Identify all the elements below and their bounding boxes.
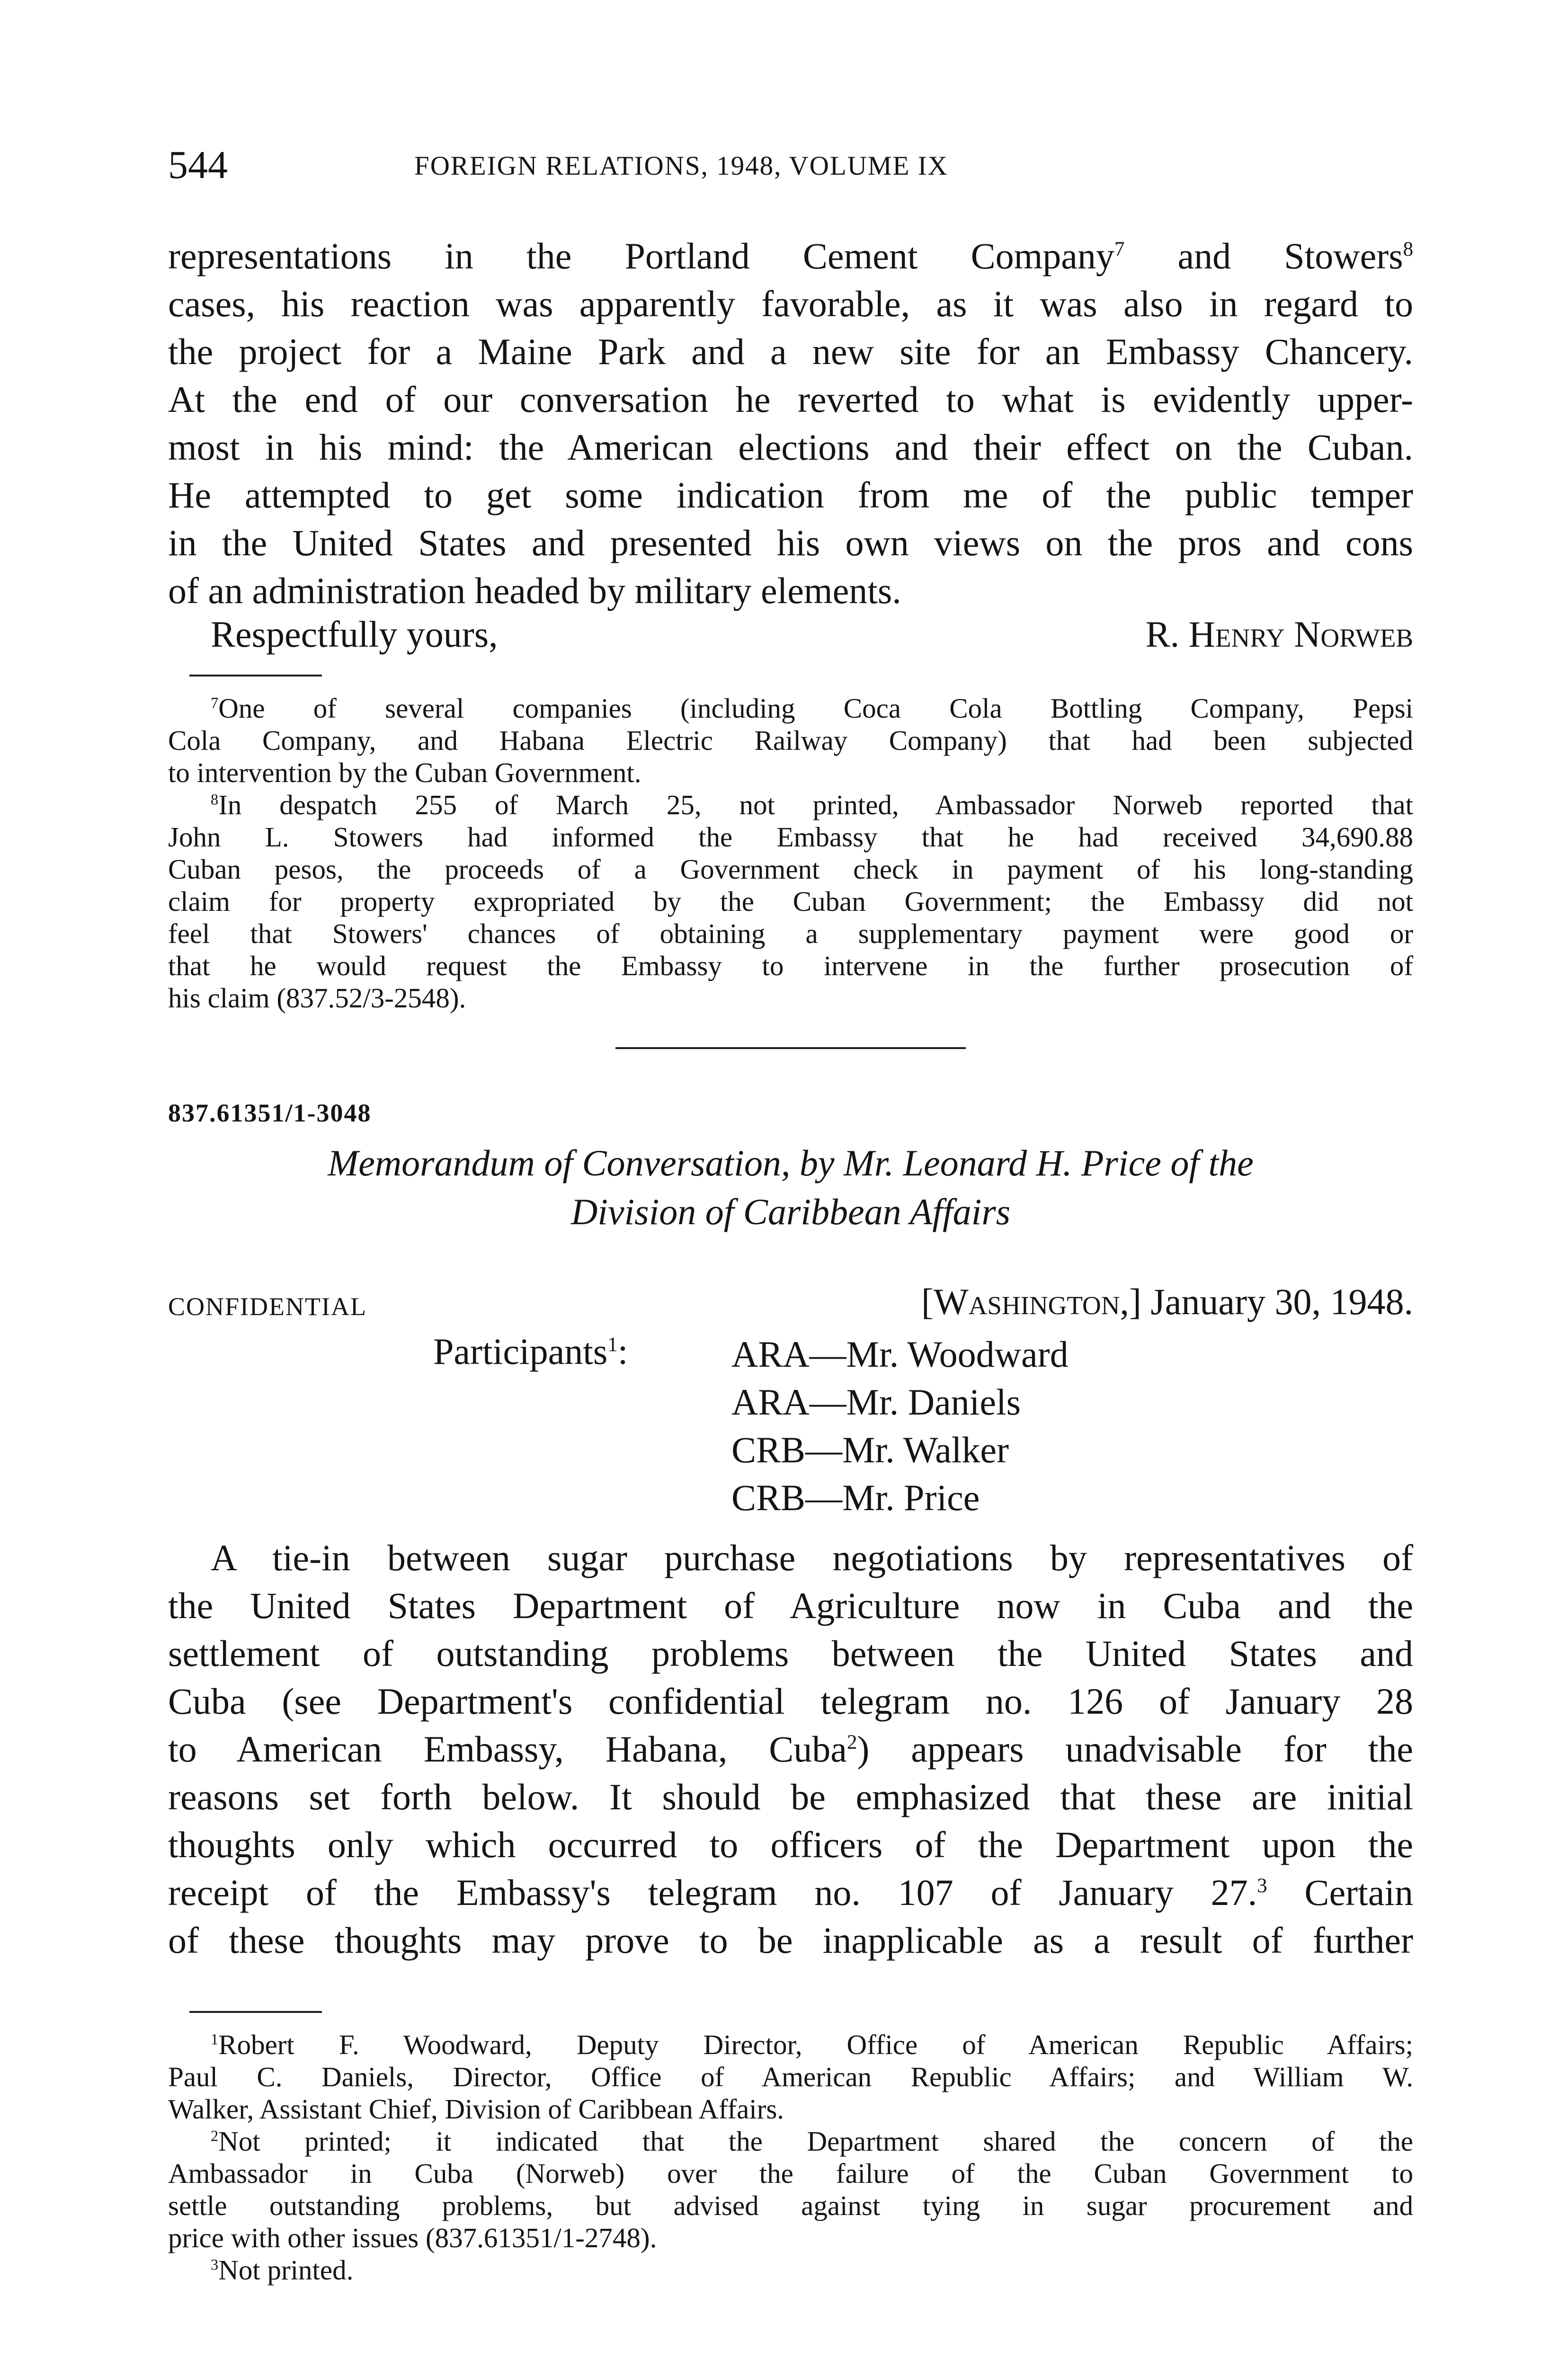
text-line: thoughts only which occurred to officers of the Department upon the xyxy=(168,1824,1413,1865)
memo-body xyxy=(168,1534,1413,1964)
preceding-document-text xyxy=(168,232,1413,614)
footnote-line: feel that Stowers' chances of obtaining a supplementary payment were good or xyxy=(168,918,1413,949)
running-title: FOREIGN RELATIONS, 1948, VOLUME IX xyxy=(414,151,948,181)
file-number: 837.61351/1-3048 xyxy=(168,1099,372,1127)
participant: ARA—Mr. Woodward xyxy=(731,1334,1069,1375)
closing: Respectfully yours, xyxy=(211,614,498,655)
participant: CRB—Mr. Price xyxy=(731,1477,980,1518)
footnote-line: Walker, Assistant Chief, Division of Caribbean Affairs. xyxy=(168,2093,784,2125)
text-line: Cuba (see Department's confidential telegram no. 126 of January 28 xyxy=(168,1681,1413,1722)
dateline-place: [Washington,] xyxy=(921,1281,1141,1322)
participants-list xyxy=(731,1330,1069,1522)
memo-title-line-1: Memorandum of Conversation, by Mr. Leonard H. Price of the xyxy=(328,1142,1254,1184)
memo-title-line-2: Division of Caribbean Affairs xyxy=(570,1191,1011,1232)
footnote-line: Paul C. Daniels, Director, Office of American Republic Affairs; and William W. xyxy=(168,2061,1413,2092)
footnote-line: Ambassador in Cuba (Norweb) over the failure of the Cuban Government to xyxy=(168,2158,1413,2189)
participants-label: Participants$^1$: xyxy=(433,1331,628,1372)
text-line: most in his mind: the American elections and their effect on the Cuban. xyxy=(168,427,1413,468)
text-line: cases, his reaction was apparently favorable, as it was also in regard to xyxy=(168,283,1413,324)
footnote-line: John L. Stowers had informed the Embassy that he had received 34,690.88 xyxy=(168,821,1413,853)
footnote-line: settle outstanding problems, but advised against tying in sugar procurement and xyxy=(168,2190,1413,2221)
text-line: to American Embassy, Habana, Cuba$^2$) appears unadvisable for the xyxy=(168,1728,1413,1770)
footnote-8: $^8$In despatch 255 of March 25, not printed, Ambassador Norweb reported that xyxy=(211,789,1413,820)
footnote-line: his claim (837.52/3-2548). xyxy=(168,982,466,1014)
footnote-line: Cola Company, and Habana Electric Railway Company) that had been subjected xyxy=(168,725,1413,756)
footnote-line: that he would request the Embassy to intervene in the further prosecution of xyxy=(168,950,1413,981)
text-line: the project for a Maine Park and a new site for an Embassy Chancery. xyxy=(168,331,1413,372)
classification: CONFIDENTIAL xyxy=(168,1292,367,1321)
dateline xyxy=(921,1281,1413,1323)
text-line: receipt of the Embassy's telegram no. 107 of January 27.$^3$ Certain xyxy=(168,1872,1413,1913)
footnote-ref[interactable]: 8 xyxy=(1403,238,1414,260)
text-line: in the United States and presented his own views on the pros and cons xyxy=(168,522,1413,563)
footnote-ref[interactable]: 7 xyxy=(1114,238,1125,260)
text-line: of these thoughts may prove to be inapplicable as a result of further xyxy=(168,1920,1413,1961)
footnote-3: $^3$Not printed. xyxy=(211,2254,354,2286)
page-number: 544 xyxy=(168,143,228,187)
text-line: settlement of outstanding problems between the United States and xyxy=(168,1633,1413,1674)
participant: ARA—Mr. Daniels xyxy=(731,1381,1021,1423)
footnote-2: $^2$Not printed; it indicated that the Department shared the concern of the xyxy=(211,2126,1413,2157)
footnote-1: $^1$Robert F. Woodward, Deputy Director, Office of American Republic Affairs; xyxy=(211,2029,1413,2060)
text-line: representations in the Portland Cement Company$^7$ and Stowers$^8$ xyxy=(168,235,1414,276)
footnote-ref[interactable]: 2 xyxy=(846,1731,857,1753)
text-line: of an administration headed by military elements. xyxy=(168,570,901,611)
footnote-divider xyxy=(189,675,322,676)
footnote-line: Cuban pesos, the proceeds of a Government check in payment of his long-standing xyxy=(168,854,1413,885)
footnote-7: $^7$One of several companies (including Coca Cola Bottling Company, Pepsi xyxy=(211,693,1413,724)
text-line: At the end of our conversation he reverted to what is evidently upper- xyxy=(168,379,1413,420)
text-line: He attempted to get some indication from me of the public temper xyxy=(168,474,1413,516)
text-line: the United States Department of Agriculture now in Cuba and the xyxy=(168,1585,1413,1626)
signature: R. Henry Norweb xyxy=(1145,614,1413,655)
footnote-ref[interactable]: 1 xyxy=(607,1334,618,1356)
running-head xyxy=(168,142,1408,199)
participant: CRB—Mr. Walker xyxy=(731,1429,1009,1470)
footnote-line: claim for property expropriated by the Cuban Government; the Embassy did not xyxy=(168,886,1413,917)
footnote-ref[interactable]: 3 xyxy=(1257,1875,1267,1897)
footnotes-bottom xyxy=(168,2029,1413,2286)
footnote-divider xyxy=(189,2011,322,2013)
meta-row xyxy=(168,1281,1413,1328)
section-divider xyxy=(615,1047,966,1049)
footnote-line: to intervention by the Cuban Government. xyxy=(168,757,641,788)
text-line: A tie-in between sugar purchase negotiations by representatives of xyxy=(211,1537,1413,1578)
footnote-line: price with other issues (837.61351/1-2748). xyxy=(168,2222,657,2253)
dateline-date: January 30, 1948. xyxy=(1141,1281,1413,1322)
text-line: reasons set forth below. It should be emphasized that these are initial xyxy=(168,1776,1413,1817)
footnotes-top xyxy=(168,692,1413,1014)
